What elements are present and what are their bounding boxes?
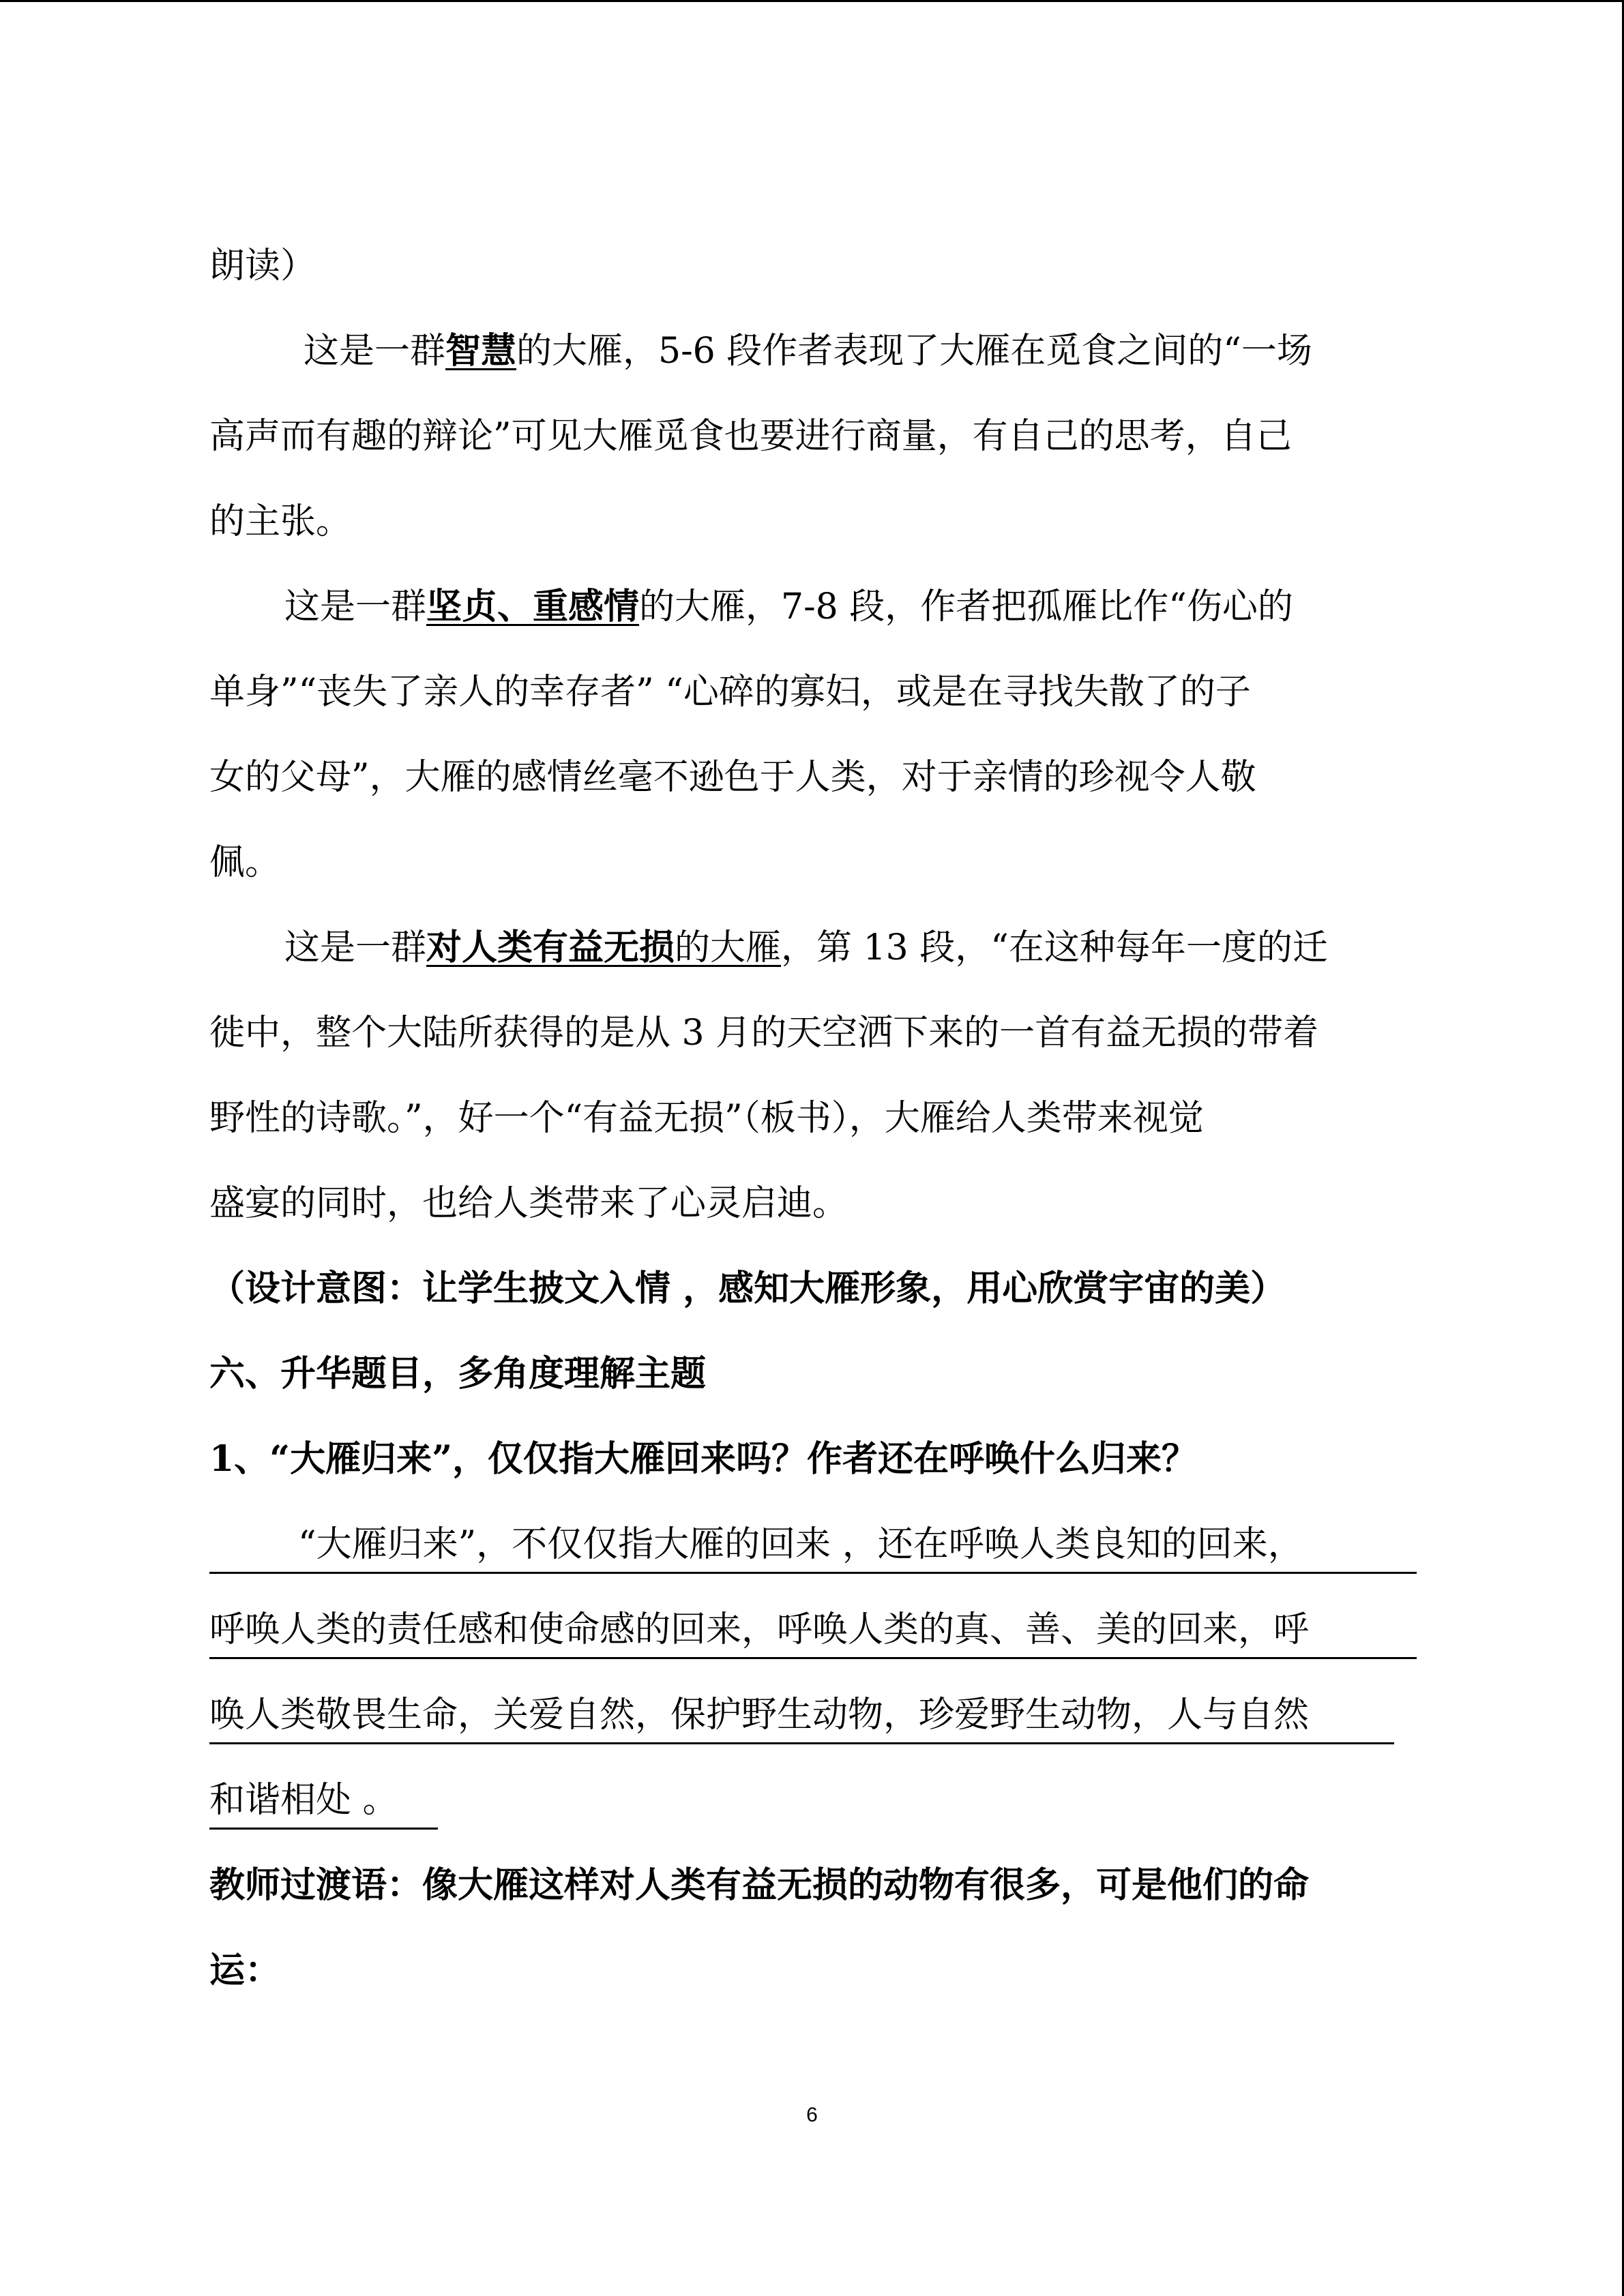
paragraph-line-11: 野性的诗歌。”，好一个“有益无损”（板书），大雁给人类带来视觉 (209, 1098, 1204, 1139)
keyword-beneficial: 对人类有益无损 (426, 927, 675, 968)
paragraph-line-3: 高声而有趣的辩论”可见大雁觅食也要进行商量，有自己的思考，自己 (209, 416, 1292, 457)
paragraph-line-6: 单身”“丧失了亲人的幸存者” “心碎的寡妇，或是在寻找失散了的子 (209, 672, 1251, 713)
paragraph-line-10: 徙中，整个大陆所获得的是从 3 月的天空洒下来的一首有益无损的带着 (209, 1013, 1319, 1054)
answer-underline-2 (209, 1657, 1417, 1659)
answer-underline-1 (209, 1572, 1417, 1574)
question-1: 1、“大雁归来”，仅仅指大雁回来吗？作者还在呼唤什么归来？ (209, 1438, 1198, 1480)
answer-line-3: 唤人类敬畏生命，关爱自然，保护野生动物，珍爱野生动物，人与自然 (209, 1695, 1310, 1735)
design-intent: （设计意图：让学生披文入情 ，感知大雁形象，用心欣赏宇宙的美） (209, 1268, 1286, 1309)
answer-underline-3 (209, 1742, 1394, 1744)
keyword-loyal: 坚贞、重感情 (426, 586, 640, 627)
page-number: 6 (806, 2104, 818, 2126)
answer-line-4: 和谐相处 。 (209, 1780, 398, 1821)
teacher-transition-line-2: 运： (209, 1950, 281, 1991)
paragraph-line-8: 佩。 (209, 842, 281, 883)
answer-underline-4 (209, 1828, 438, 1830)
paragraph-beneficial: 这是一群对人类有益无损的大雁，第 13 段，“在这种每年一度的迁 (284, 927, 1328, 968)
paragraph-wisdom: 这是一群智慧的大雁，5-6 段作者表现了大雁在觅食之间的“一场 (304, 330, 1312, 372)
teacher-transition-line-1: 教师过渡语：像大雁这样对人类有益无损的动物有很多，可是他们的命 (209, 1864, 1310, 1906)
answer-line-1: “大雁归来”，不仅仅指大雁的回来 ，还在呼唤人类良知的回来， (298, 1524, 1303, 1565)
paragraph-line-4: 的主张。 (209, 501, 352, 542)
paragraph-line-7: 女的父母”，大雁的感情丝毫不逊色于人类，对于亲情的珍视令人敬 (209, 757, 1256, 798)
keyword-wisdom: 智慧 (445, 330, 517, 372)
answer-line-2: 呼唤人类的责任感和使命感的回来，呼唤人类的真、善、美的回来，呼 (209, 1609, 1310, 1650)
paragraph-line-12: 盛宴的同时，也给人类带来了心灵启迪。 (209, 1183, 848, 1224)
paragraph-line-1: 朗读） (209, 245, 316, 286)
section-heading-6: 六、升华题目，多角度理解主题 (209, 1353, 707, 1395)
paragraph-loyal: 这是一群坚贞、重感情的大雁，7-8 段，作者把孤雁比作“伤心的 (284, 586, 1293, 627)
page-border-top (0, 0, 1624, 2)
